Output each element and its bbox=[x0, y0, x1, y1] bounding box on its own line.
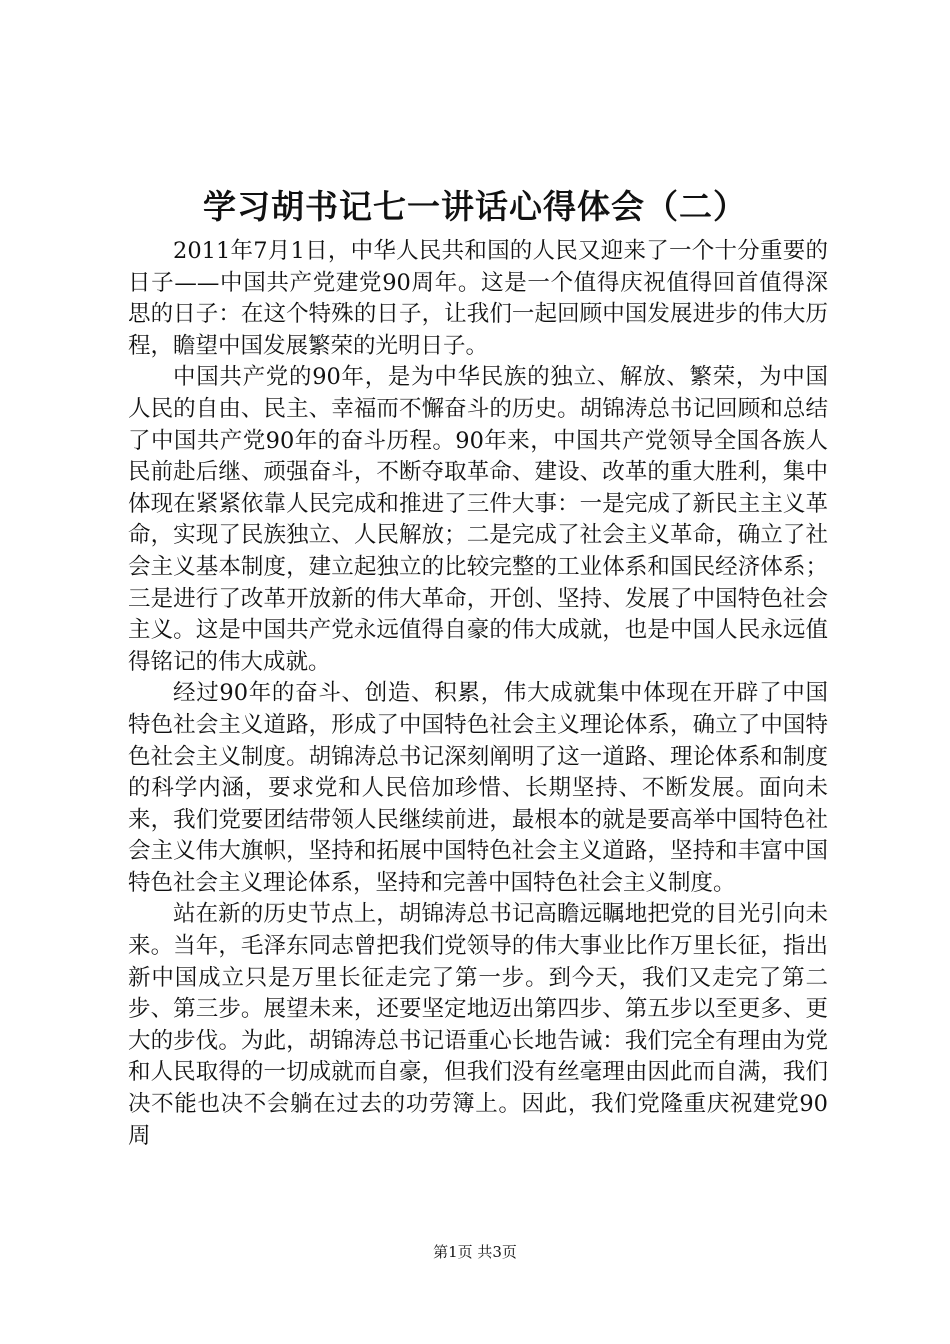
paragraph-2: 中国共产党的90年，是为中华民族的独立、解放、繁荣，为中国人民的自由、民主、幸福而不懈奋斗的历史。胡锦涛总书记回顾和总结了中国共产党90年的奋斗历程。90年来，中国共产党领导全国各族人民前赴后继、顽强奋斗，不断夺取革命、建设、改革的重大胜利，集中体现在紧紧依靠人民完成和推进了三件大事：一是完成了新民主主义革命，实现了民族独立、人民解放；二是完成了社会主义革命，确立了社会主义基本制度，建立起独立的比较完整的工业体系和国民经济体系；三是进行了改革开放新的伟大革命，开创、坚持、发展了中国特色社会主义。这是中国共产党永远值得自豪的伟大成就，也是中国人民永远值得铭记的伟大成就。 bbox=[128, 364, 828, 675]
paragraph-3: 经过90年的奋斗、创造、积累，伟大成就集中体现在开辟了中国特色社会主义道路，形成了中国特色社会主义理论体系，确立了中国特色社会主义制度。胡锦涛总书记深刻阐明了这一道路、理论体系和制度的科学内涵，要求党和人民倍加珍惜、长期坚持、不断发展。面向未来，我们党要团结带领人民继续前进，最根本的就是要高举中国特色社会主义伟大旗帜，坚持和拓展中国特色社会主义道路，坚持和丰富中国特色社会主义理论体系，坚持和完善中国特色社会主义制度。 bbox=[128, 680, 828, 896]
document-title: 学习胡书记七一讲话心得体会（二） bbox=[203, 187, 747, 226]
document-body bbox=[128, 236, 828, 1152]
paragraph-1: 2011年7月1日，中华人民共和国的人民又迎来了一个十分重要的日子——中国共产党建党90周年。这是一个值得庆祝值得回首值得深思的日子：在这个特殊的日子，让我们一起回顾中国发展进步的伟大历程，瞻望中国发展繁荣的光明日子。 bbox=[128, 238, 828, 359]
paragraph-4: 站在新的历史节点上，胡锦涛总书记高瞻远瞩地把党的目光引向未来。当年，毛泽东同志曾把我们党领导的伟大事业比作万里长征，指出新中国成立只是万里长征走完了第一步。到今天，我们又走完了第二步、第三步。展望未来，还要坚定地迈出第四步、第五步以至更多、更大的步伐。为此，胡锦涛总书记语重心长地告诫：我们完全有理由为党和人民取得的一切成就而自豪，但我们没有丝毫理由因此而自满，我们决不能也决不会躺在过去的功劳簿上。因此，我们党隆重庆祝建党90周 bbox=[128, 901, 828, 1149]
page-footer: 第1页 共3页 bbox=[433, 1243, 517, 1261]
